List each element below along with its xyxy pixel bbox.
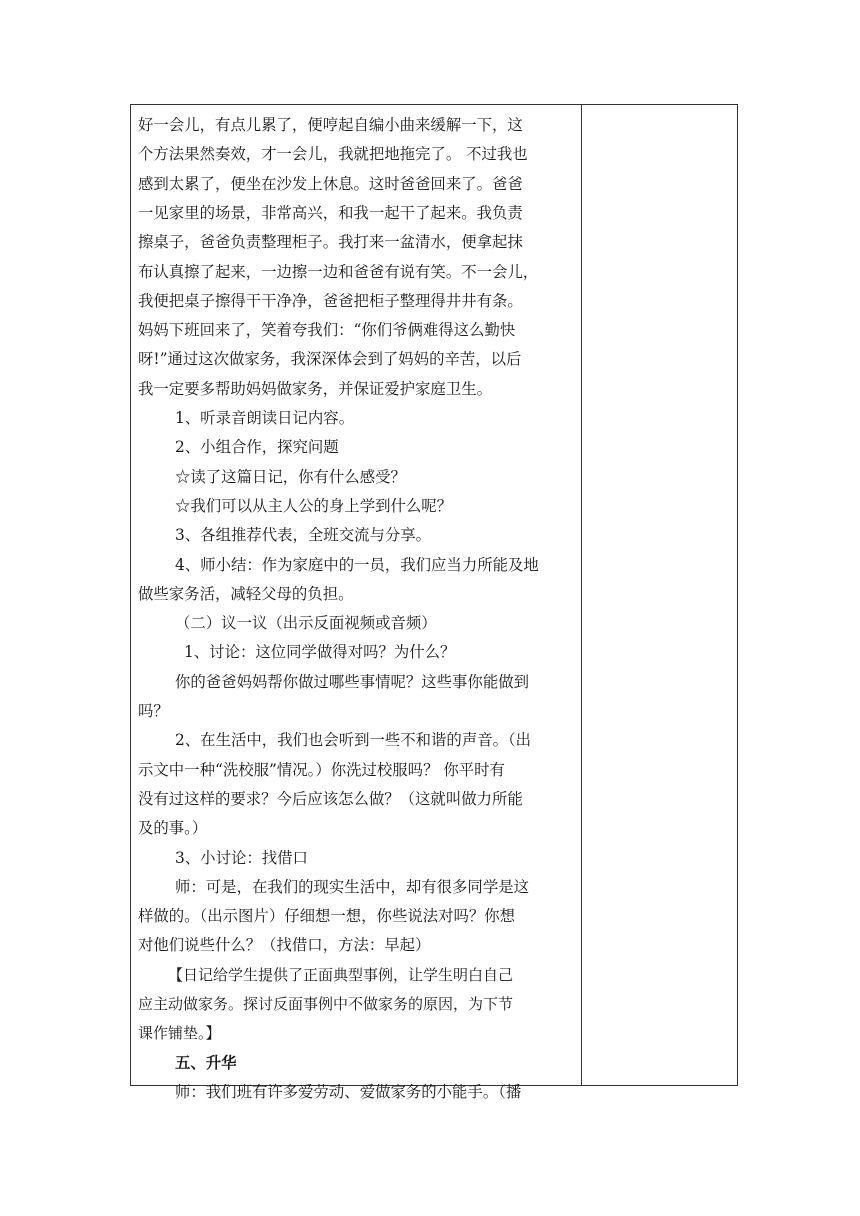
text-line: 对他们说些什么？（找借口，方法：早起） bbox=[138, 936, 431, 955]
text-line: 我便把桌子擦得干干净净，爸爸把柜子整理得井井有条。 bbox=[138, 291, 523, 310]
content-cell bbox=[138, 110, 578, 1101]
text-line: 呀!”通过这次做家务，我深深体会到了妈妈的辛苦，以后 bbox=[138, 350, 522, 369]
text-line: 4、师小结：作为家庭中的一员，我们应当力所能及地 bbox=[175, 555, 539, 574]
design-note-line: 【日记给学生提供了正面典型事例，让学生明白自己 bbox=[168, 965, 514, 984]
text-line: 及的事。） bbox=[138, 819, 208, 838]
text-line: 你的爸爸妈妈帮你做过哪些事情呢？这些事你能做到 bbox=[175, 672, 529, 691]
design-note-line: 应主动做家务。探讨反面事例中不做家务的原因，为下节 bbox=[138, 995, 514, 1013]
text-line: 师：可是，在我们的现实生活中，却有很多同学是这 bbox=[175, 877, 529, 896]
text-line: 3、各组推荐代表，全班交流与分享。 bbox=[175, 526, 432, 545]
text-line: 2、小组合作，探究问题 bbox=[175, 438, 339, 457]
text-line: 我一定要多帮助妈妈做家务，并保证爱护家庭卫生。 bbox=[138, 379, 492, 398]
text-line: 示文中一种“洗校服”情况。）你洗过校服吗？ 你平时有 bbox=[138, 760, 505, 779]
text-line: 样做的。（出示图片）仔细想一想，你些说法对吗？你想 bbox=[138, 907, 516, 926]
text-line: 一见家里的场景，非常高兴，和我一起干了起来。我负责 bbox=[138, 203, 523, 222]
text-line: 好一会儿，有点儿累了，便哼起自编小曲来缓解一下，这 bbox=[138, 116, 523, 134]
text-line: （二）议一议（出示反面视频或音频） bbox=[175, 614, 437, 633]
text-line: 布认真擦了起来，一边擦一边和爸爸有说有笑。不一会儿， bbox=[138, 262, 539, 281]
text-line: 吗？ bbox=[138, 702, 169, 720]
text-line: ☆读了这篇日记，你有什么感受？ bbox=[175, 467, 406, 486]
notes-cell bbox=[582, 105, 737, 1085]
text-line: ☆我们可以从主人公的身上学到什么呢？ bbox=[175, 496, 453, 515]
text-line: 做些家务活，减轻父母的负担。 bbox=[138, 584, 354, 603]
text-line: 2、在生活中，我们也会听到一些不和谐的声音。（出 bbox=[175, 731, 532, 750]
text-line: 3、小讨论：找借口 bbox=[175, 848, 308, 867]
section-heading: 五、升华 bbox=[175, 1053, 237, 1072]
text-line: 妈妈下班回来了，笑着夸我们：“你们爷俩难得这么勤快 bbox=[138, 321, 516, 340]
lesson-plan-table bbox=[130, 104, 738, 1101]
text-line: 个方法果然奏效，才一会儿，我就把地拖完了。 不过我也 bbox=[138, 145, 528, 164]
text-line: 擦桌子，爸爸负责整理柜子。我打来一盆清水，便拿起抹 bbox=[138, 233, 523, 252]
text-line: 师：我们班有许多爱劳动、爱做家务的小能手。（播 bbox=[175, 1082, 522, 1101]
text-line: 1、讨论：这位同学做得对吗？为什么？ bbox=[184, 643, 456, 662]
text-line: 1、听录音朗读日记内容。 bbox=[175, 409, 355, 427]
text-line: 没有过这样的要求？今后应该怎么做？（这就叫做力所能 bbox=[138, 789, 523, 808]
design-note-line: 课作铺垫。】 bbox=[138, 1024, 221, 1043]
text-line: 感到太累了，便坐在沙发上休息。这时爸爸回来了。爸爸 bbox=[138, 174, 523, 193]
